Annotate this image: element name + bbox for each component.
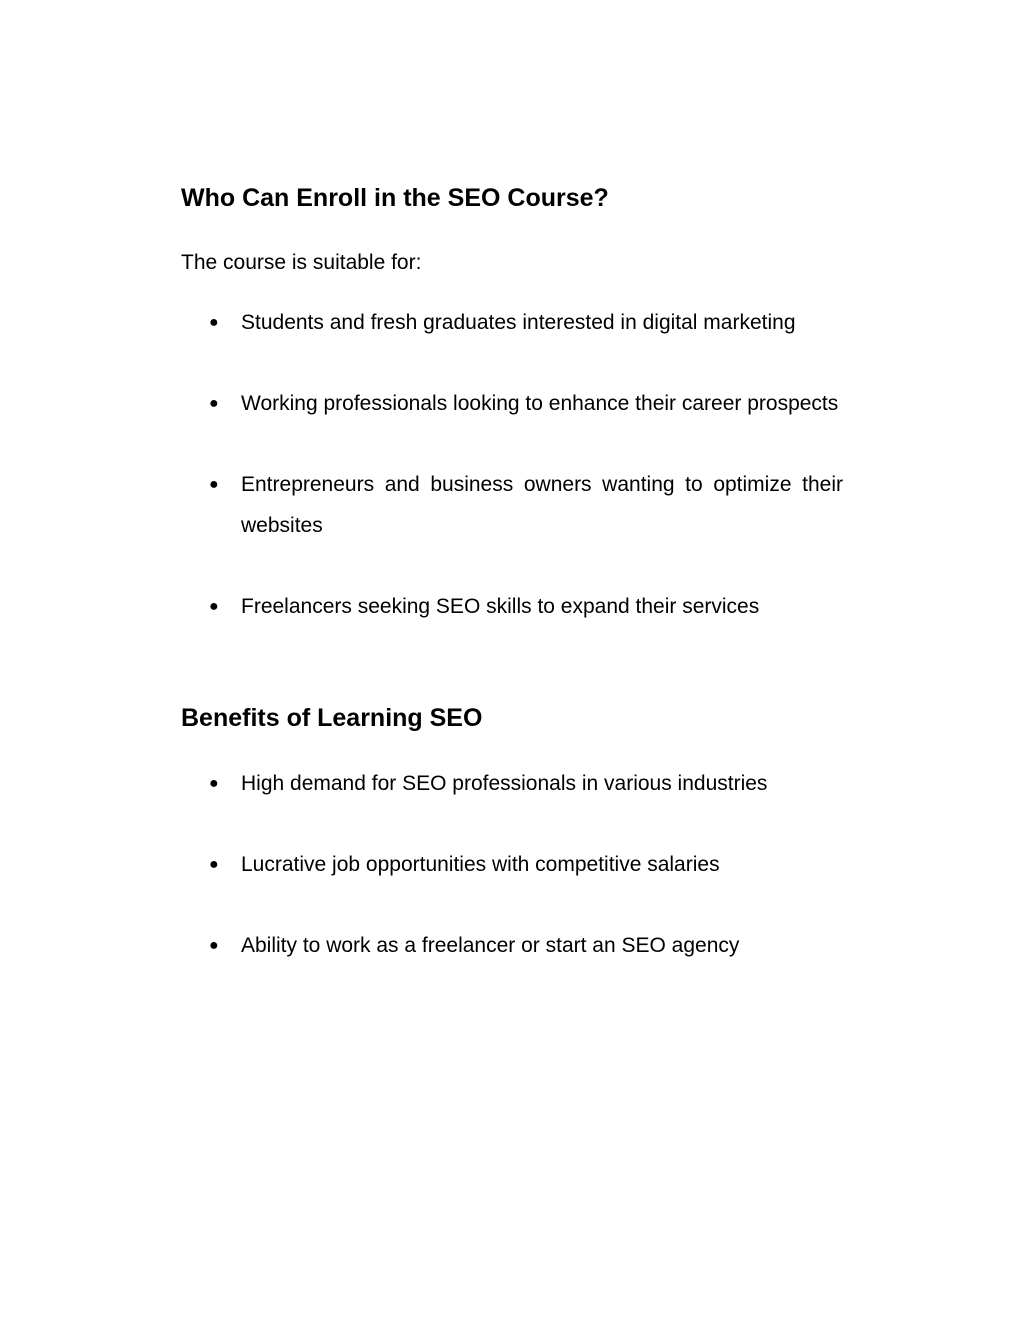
list-benefits bbox=[181, 764, 843, 967]
document-content bbox=[181, 178, 843, 967]
list-item bbox=[181, 465, 843, 546]
list-item-text: Freelancers seeking SEO skills to expand their services bbox=[241, 594, 760, 618]
bullet-icon: ● bbox=[209, 395, 219, 412]
list-item bbox=[181, 764, 843, 805]
bullet-icon: ● bbox=[209, 856, 219, 873]
list-who-can-enroll bbox=[181, 303, 843, 627]
list-item bbox=[181, 384, 843, 425]
list-item-text: Lucrative job opportunities with competitive salaries bbox=[241, 853, 720, 876]
bullet-icon: ● bbox=[209, 937, 219, 954]
bullet-icon: ● bbox=[209, 597, 219, 615]
intro-paragraph: The course is suitable for: bbox=[181, 251, 422, 274]
list-item bbox=[181, 587, 843, 628]
list-item bbox=[181, 926, 843, 967]
heading-benefits-of-seo: Benefits of Learning SEO bbox=[181, 704, 483, 732]
list-item-text: High demand for SEO professionals in various industries bbox=[241, 772, 768, 795]
list-item-text: Entrepreneurs and business owners wanting to optimize their websites bbox=[241, 473, 843, 537]
list-item bbox=[181, 303, 843, 344]
bullet-icon: ● bbox=[209, 314, 219, 331]
bullet-icon: ● bbox=[209, 775, 219, 792]
list-item-text: Working professionals looking to enhance their career prospects bbox=[241, 392, 839, 415]
list-item-text: Ability to work as a freelancer or start an SEO agency bbox=[241, 934, 740, 957]
list-item bbox=[181, 845, 843, 886]
heading-who-can-enroll: Who Can Enroll in the SEO Course? bbox=[181, 184, 609, 212]
bullet-icon: ● bbox=[209, 476, 219, 493]
list-item-text: Students and fresh graduates interested in digital marketing bbox=[241, 311, 796, 334]
